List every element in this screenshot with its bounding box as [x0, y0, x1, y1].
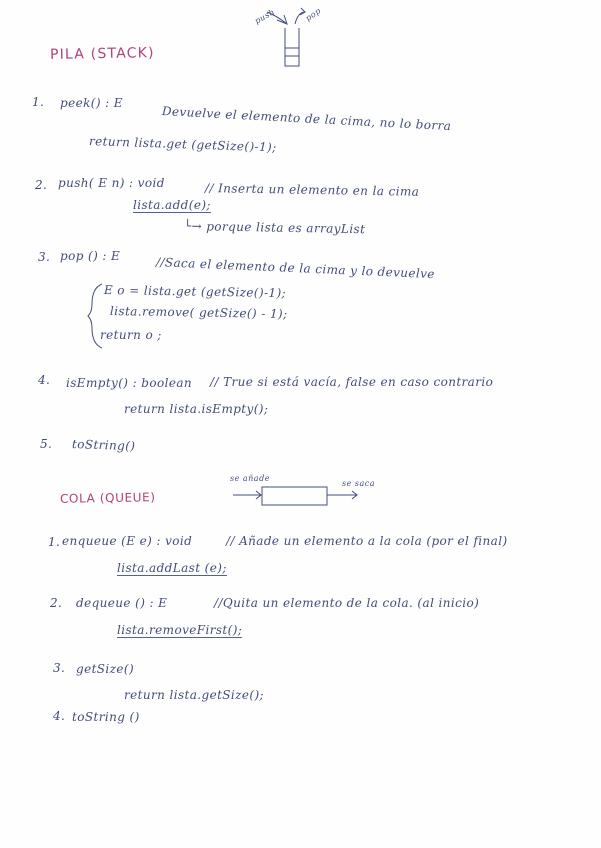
stack-item-signature: toString() [71, 437, 136, 454]
stack-item-number: 4. [38, 373, 51, 387]
stack-item-note: └→ porque lista es arrayList [183, 219, 366, 237]
queue-item-signature: getSize() [76, 662, 135, 676]
stack-item-comment: Devuelve el elemento de la cima, no lo borra [161, 104, 452, 134]
stack-item-code: lista.add(e); [133, 198, 211, 212]
queue-item-code: lista.addLast (e); [117, 561, 227, 575]
queue-item-code: return lista.getSize(); [124, 688, 264, 702]
queue-diagram [233, 484, 363, 510]
queue-item-comment: //Quita un elemento de la cola. (al inicio) [214, 596, 480, 610]
stack-item-number: 3. [38, 250, 51, 264]
stack-item-code: return o ; [100, 328, 162, 342]
queue-item-signature: toString () [72, 710, 140, 724]
stack-item-comment: //Saca el elemento de la cima y lo devuelve [155, 255, 436, 282]
queue-item-number: 3. [53, 661, 66, 675]
queue-enter-label: se añade [230, 474, 270, 483]
queue-item-signature: dequeue () : E [76, 596, 168, 610]
stack-item-number: 1. [32, 95, 45, 109]
queue-exit-label: se saca [342, 479, 376, 488]
stack-item-code: E o = lista.get (getSize()-1); [103, 283, 287, 301]
queue-item-comment: // Añade un elemento a la cola (por el final) [226, 534, 508, 548]
pop-label: pop [303, 6, 323, 23]
queue-item-number: 2. [50, 596, 63, 610]
queue-item-code: lista.removeFirst(); [117, 623, 243, 637]
queue-item-number: 1. [48, 535, 61, 549]
stack-item-number: 5. [40, 437, 53, 451]
stack-title: PILA (STACK) [49, 45, 155, 63]
queue-title: COLA (QUEUE) [59, 490, 156, 506]
push-label: push [253, 7, 277, 26]
stack-item-number: 2. [35, 178, 48, 192]
stack-item-signature: push( E n) : void [58, 176, 165, 190]
stack-item-comment: // Inserta un elemento en la cima [204, 181, 420, 199]
queue-item-signature: enqueue (E e) : void [62, 534, 193, 548]
stack-item-signature: pop () : E [60, 249, 121, 263]
queue-item-number: 4. [53, 709, 66, 723]
stack-item-comment: // True si está vacía, false en caso contrario [210, 375, 494, 389]
stack-item-code: lista.remove( getSize() - 1); [109, 304, 288, 322]
stack-item-signature: isEmpty() : boolean [66, 376, 193, 390]
stack-item-code: return lista.isEmpty(); [124, 402, 269, 416]
stack-item-signature: peek() : E [60, 96, 123, 110]
stack-item-code: return lista.get (getSize()-1); [88, 134, 277, 155]
